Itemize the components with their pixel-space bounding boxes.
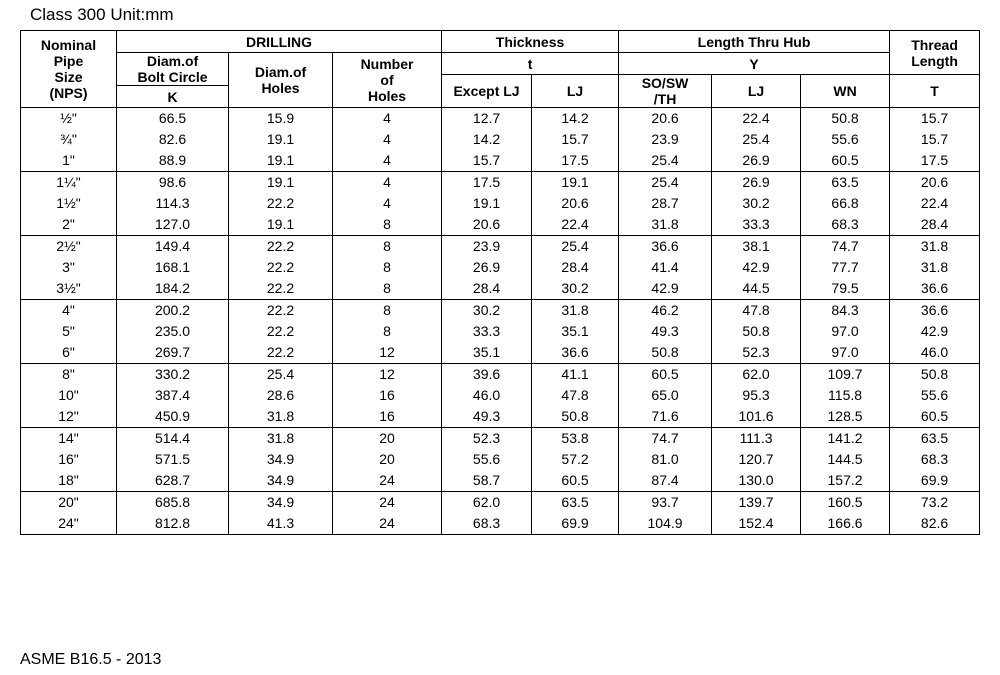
table-row bbox=[21, 470, 980, 492]
cell-thickness-except-lj: 17.5 bbox=[442, 172, 532, 194]
cell-number-holes: 4 bbox=[333, 108, 442, 130]
cell-hub-wn: 144.5 bbox=[801, 449, 890, 470]
cell-nps: 4" bbox=[21, 300, 117, 322]
cell-hub-wn: 84.3 bbox=[801, 300, 890, 322]
cell-thread-length-t: 73.2 bbox=[890, 492, 980, 514]
cell-bolt-circle-k: 149.4 bbox=[117, 236, 229, 258]
cell-thickness-lj: 36.6 bbox=[532, 342, 619, 364]
cell-nps: 20" bbox=[21, 492, 117, 514]
cell-hub-wn: 55.6 bbox=[801, 129, 890, 150]
cell-number-holes: 12 bbox=[333, 342, 442, 364]
cell-hub-so-sw-th: 25.4 bbox=[619, 150, 712, 172]
cell-diam-holes: 34.9 bbox=[229, 492, 333, 514]
cell-nps: 12" bbox=[21, 406, 117, 428]
table-row bbox=[21, 108, 980, 130]
table-header bbox=[21, 31, 980, 108]
cell-thread-length-t: 15.7 bbox=[890, 129, 980, 150]
cell-thickness-lj: 41.1 bbox=[532, 364, 619, 386]
cell-hub-so-sw-th: 74.7 bbox=[619, 428, 712, 450]
cell-hub-wn: 157.2 bbox=[801, 470, 890, 492]
table-body bbox=[21, 108, 980, 535]
cell-thread-length-t: 46.0 bbox=[890, 342, 980, 364]
cell-hub-lj: 62.0 bbox=[712, 364, 801, 386]
cell-hub-wn: 109.7 bbox=[801, 364, 890, 386]
cell-thread-length-t: 82.6 bbox=[890, 513, 980, 535]
table-row bbox=[21, 342, 980, 364]
cell-hub-so-sw-th: 93.7 bbox=[619, 492, 712, 514]
table-row bbox=[21, 449, 980, 470]
cell-thread-length-t: 60.5 bbox=[890, 406, 980, 428]
cell-hub-so-sw-th: 41.4 bbox=[619, 257, 712, 278]
cell-thickness-lj: 15.7 bbox=[532, 129, 619, 150]
cell-bolt-circle-k: 450.9 bbox=[117, 406, 229, 428]
cell-bolt-circle-k: 200.2 bbox=[117, 300, 229, 322]
header-thread-length: Thread Length bbox=[890, 31, 980, 75]
cell-nps: 2½" bbox=[21, 236, 117, 258]
cell-thickness-lj: 63.5 bbox=[532, 492, 619, 514]
cell-bolt-circle-k: 184.2 bbox=[117, 278, 229, 300]
header-except-lj: Except LJ bbox=[442, 75, 532, 108]
cell-thickness-except-lj: 30.2 bbox=[442, 300, 532, 322]
cell-thickness-except-lj: 62.0 bbox=[442, 492, 532, 514]
header-so-sw-th: SO/SW /TH bbox=[619, 75, 712, 108]
cell-hub-lj: 26.9 bbox=[712, 172, 801, 194]
cell-number-holes: 24 bbox=[333, 492, 442, 514]
cell-diam-holes: 41.3 bbox=[229, 513, 333, 535]
cell-number-holes: 4 bbox=[333, 172, 442, 194]
cell-hub-lj: 22.4 bbox=[712, 108, 801, 130]
cell-hub-so-sw-th: 60.5 bbox=[619, 364, 712, 386]
cell-hub-wn: 160.5 bbox=[801, 492, 890, 514]
cell-nps: ½" bbox=[21, 108, 117, 130]
cell-hub-so-sw-th: 81.0 bbox=[619, 449, 712, 470]
cell-thread-length-t: 28.4 bbox=[890, 214, 980, 236]
cell-thickness-except-lj: 23.9 bbox=[442, 236, 532, 258]
cell-diam-holes: 34.9 bbox=[229, 470, 333, 492]
cell-number-holes: 12 bbox=[333, 364, 442, 386]
cell-number-holes: 20 bbox=[333, 428, 442, 450]
cell-hub-wn: 77.7 bbox=[801, 257, 890, 278]
cell-hub-lj: 38.1 bbox=[712, 236, 801, 258]
cell-hub-so-sw-th: 25.4 bbox=[619, 172, 712, 194]
cell-thread-length-t: 20.6 bbox=[890, 172, 980, 194]
cell-thickness-lj: 53.8 bbox=[532, 428, 619, 450]
table-row bbox=[21, 321, 980, 342]
cell-diam-holes: 34.9 bbox=[229, 449, 333, 470]
cell-number-holes: 20 bbox=[333, 449, 442, 470]
cell-thickness-except-lj: 28.4 bbox=[442, 278, 532, 300]
cell-thickness-except-lj: 49.3 bbox=[442, 406, 532, 428]
cell-diam-holes: 19.1 bbox=[229, 172, 333, 194]
cell-hub-wn: 141.2 bbox=[801, 428, 890, 450]
header-hub-lj: LJ bbox=[712, 75, 801, 108]
cell-hub-so-sw-th: 23.9 bbox=[619, 129, 712, 150]
cell-bolt-circle-k: 98.6 bbox=[117, 172, 229, 194]
header-t-symbol: t bbox=[442, 53, 619, 75]
cell-nps: 5" bbox=[21, 321, 117, 342]
cell-diam-holes: 31.8 bbox=[229, 406, 333, 428]
cell-hub-so-sw-th: 65.0 bbox=[619, 385, 712, 406]
cell-hub-wn: 74.7 bbox=[801, 236, 890, 258]
cell-thickness-except-lj: 14.2 bbox=[442, 129, 532, 150]
cell-diam-holes: 22.2 bbox=[229, 236, 333, 258]
cell-diam-holes: 19.1 bbox=[229, 150, 333, 172]
table-row bbox=[21, 278, 980, 300]
cell-nps: 6" bbox=[21, 342, 117, 364]
cell-hub-lj: 25.4 bbox=[712, 129, 801, 150]
cell-hub-lj: 30.2 bbox=[712, 193, 801, 214]
cell-nps: 24" bbox=[21, 513, 117, 535]
header-length-thru-hub: Length Thru Hub bbox=[619, 31, 890, 53]
cell-thickness-lj: 47.8 bbox=[532, 385, 619, 406]
cell-number-holes: 8 bbox=[333, 278, 442, 300]
cell-bolt-circle-k: 66.5 bbox=[117, 108, 229, 130]
cell-thread-length-t: 15.7 bbox=[890, 108, 980, 130]
cell-hub-wn: 66.8 bbox=[801, 193, 890, 214]
cell-hub-so-sw-th: 36.6 bbox=[619, 236, 712, 258]
cell-thread-length-t: 22.4 bbox=[890, 193, 980, 214]
cell-hub-lj: 50.8 bbox=[712, 321, 801, 342]
cell-hub-lj: 47.8 bbox=[712, 300, 801, 322]
cell-thread-length-t: 63.5 bbox=[890, 428, 980, 450]
cell-nps: ¾" bbox=[21, 129, 117, 150]
cell-thickness-lj: 35.1 bbox=[532, 321, 619, 342]
table-row bbox=[21, 428, 980, 450]
cell-number-holes: 8 bbox=[333, 236, 442, 258]
cell-hub-lj: 33.3 bbox=[712, 214, 801, 236]
cell-thickness-lj: 57.2 bbox=[532, 449, 619, 470]
table-row bbox=[21, 364, 980, 386]
cell-number-holes: 4 bbox=[333, 129, 442, 150]
cell-nps: 16" bbox=[21, 449, 117, 470]
cell-thickness-lj: 14.2 bbox=[532, 108, 619, 130]
table-row bbox=[21, 492, 980, 514]
cell-thread-length-t: 36.6 bbox=[890, 300, 980, 322]
flange-dimensions-table bbox=[20, 30, 980, 535]
cell-number-holes: 8 bbox=[333, 321, 442, 342]
standard-reference: ASME B16.5 - 2013 bbox=[20, 651, 162, 668]
cell-number-holes: 16 bbox=[333, 406, 442, 428]
cell-hub-so-sw-th: 20.6 bbox=[619, 108, 712, 130]
cell-hub-wn: 79.5 bbox=[801, 278, 890, 300]
cell-thickness-lj: 25.4 bbox=[532, 236, 619, 258]
cell-thickness-except-lj: 68.3 bbox=[442, 513, 532, 535]
cell-nps: 1¼" bbox=[21, 172, 117, 194]
header-drilling: DRILLING bbox=[117, 31, 442, 53]
cell-thickness-except-lj: 35.1 bbox=[442, 342, 532, 364]
cell-nps: 18" bbox=[21, 470, 117, 492]
cell-hub-so-sw-th: 87.4 bbox=[619, 470, 712, 492]
cell-diam-holes: 22.2 bbox=[229, 342, 333, 364]
cell-bolt-circle-k: 114.3 bbox=[117, 193, 229, 214]
cell-bolt-circle-k: 269.7 bbox=[117, 342, 229, 364]
header-nominal-pipe-size: Nominal Pipe Size (NPS) bbox=[21, 31, 117, 108]
cell-thickness-lj: 31.8 bbox=[532, 300, 619, 322]
cell-thickness-lj: 69.9 bbox=[532, 513, 619, 535]
cell-thickness-except-lj: 55.6 bbox=[442, 449, 532, 470]
cell-nps: 2" bbox=[21, 214, 117, 236]
cell-hub-wn: 68.3 bbox=[801, 214, 890, 236]
cell-thread-length-t: 69.9 bbox=[890, 470, 980, 492]
cell-hub-wn: 128.5 bbox=[801, 406, 890, 428]
cell-hub-lj: 26.9 bbox=[712, 150, 801, 172]
cell-hub-so-sw-th: 71.6 bbox=[619, 406, 712, 428]
cell-thickness-except-lj: 15.7 bbox=[442, 150, 532, 172]
header-y-symbol: Y bbox=[619, 53, 890, 75]
header-thickness: Thickness bbox=[442, 31, 619, 53]
cell-hub-so-sw-th: 31.8 bbox=[619, 214, 712, 236]
cell-diam-holes: 22.2 bbox=[229, 300, 333, 322]
cell-nps: 1½" bbox=[21, 193, 117, 214]
cell-nps: 14" bbox=[21, 428, 117, 450]
cell-thread-length-t: 17.5 bbox=[890, 150, 980, 172]
cell-hub-so-sw-th: 49.3 bbox=[619, 321, 712, 342]
cell-thickness-lj: 20.6 bbox=[532, 193, 619, 214]
cell-diam-holes: 22.2 bbox=[229, 193, 333, 214]
cell-thickness-lj: 17.5 bbox=[532, 150, 619, 172]
table-row bbox=[21, 172, 980, 194]
cell-bolt-circle-k: 88.9 bbox=[117, 150, 229, 172]
cell-thickness-except-lj: 58.7 bbox=[442, 470, 532, 492]
cell-bolt-circle-k: 514.4 bbox=[117, 428, 229, 450]
cell-hub-lj: 152.4 bbox=[712, 513, 801, 535]
cell-number-holes: 24 bbox=[333, 513, 442, 535]
cell-diam-holes: 22.2 bbox=[229, 278, 333, 300]
cell-thread-length-t: 31.8 bbox=[890, 236, 980, 258]
cell-thickness-except-lj: 19.1 bbox=[442, 193, 532, 214]
cell-hub-so-sw-th: 46.2 bbox=[619, 300, 712, 322]
cell-hub-wn: 115.8 bbox=[801, 385, 890, 406]
cell-hub-wn: 97.0 bbox=[801, 321, 890, 342]
cell-hub-lj: 120.7 bbox=[712, 449, 801, 470]
cell-hub-wn: 60.5 bbox=[801, 150, 890, 172]
cell-bolt-circle-k: 812.8 bbox=[117, 513, 229, 535]
table-row bbox=[21, 406, 980, 428]
cell-nps: 10" bbox=[21, 385, 117, 406]
cell-hub-wn: 166.6 bbox=[801, 513, 890, 535]
cell-diam-holes: 28.6 bbox=[229, 385, 333, 406]
cell-thickness-except-lj: 46.0 bbox=[442, 385, 532, 406]
cell-hub-lj: 101.6 bbox=[712, 406, 801, 428]
table-row bbox=[21, 385, 980, 406]
header-diam-holes: Diam.of Holes bbox=[229, 53, 333, 108]
table-row bbox=[21, 129, 980, 150]
cell-hub-so-sw-th: 42.9 bbox=[619, 278, 712, 300]
cell-thickness-lj: 22.4 bbox=[532, 214, 619, 236]
cell-hub-lj: 44.5 bbox=[712, 278, 801, 300]
cell-number-holes: 8 bbox=[333, 300, 442, 322]
cell-thickness-lj: 50.8 bbox=[532, 406, 619, 428]
table-row bbox=[21, 214, 980, 236]
cell-hub-wn: 63.5 bbox=[801, 172, 890, 194]
table-row bbox=[21, 193, 980, 214]
cell-bolt-circle-k: 235.0 bbox=[117, 321, 229, 342]
cell-hub-so-sw-th: 50.8 bbox=[619, 342, 712, 364]
header-thread-t: T bbox=[890, 75, 980, 108]
cell-hub-lj: 52.3 bbox=[712, 342, 801, 364]
cell-nps: 1" bbox=[21, 150, 117, 172]
cell-bolt-circle-k: 82.6 bbox=[117, 129, 229, 150]
cell-nps: 3½" bbox=[21, 278, 117, 300]
cell-diam-holes: 22.2 bbox=[229, 257, 333, 278]
table-caption: Class 300 Unit:mm bbox=[30, 5, 174, 24]
cell-hub-lj: 42.9 bbox=[712, 257, 801, 278]
cell-hub-lj: 95.3 bbox=[712, 385, 801, 406]
cell-thickness-except-lj: 52.3 bbox=[442, 428, 532, 450]
cell-thickness-lj: 60.5 bbox=[532, 470, 619, 492]
cell-thickness-lj: 28.4 bbox=[532, 257, 619, 278]
cell-diam-holes: 19.1 bbox=[229, 129, 333, 150]
cell-thread-length-t: 42.9 bbox=[890, 321, 980, 342]
header-thickness-lj: LJ bbox=[532, 75, 619, 108]
cell-thread-length-t: 55.6 bbox=[890, 385, 980, 406]
table-row bbox=[21, 300, 980, 322]
cell-hub-wn: 97.0 bbox=[801, 342, 890, 364]
cell-thickness-lj: 30.2 bbox=[532, 278, 619, 300]
header-number-of-holes: Number of Holes bbox=[333, 53, 442, 108]
cell-hub-so-sw-th: 28.7 bbox=[619, 193, 712, 214]
cell-hub-wn: 50.8 bbox=[801, 108, 890, 130]
header-k-symbol: K bbox=[117, 86, 229, 108]
cell-nps: 8" bbox=[21, 364, 117, 386]
cell-bolt-circle-k: 387.4 bbox=[117, 385, 229, 406]
cell-thickness-except-lj: 39.6 bbox=[442, 364, 532, 386]
cell-number-holes: 8 bbox=[333, 214, 442, 236]
table-row bbox=[21, 236, 980, 258]
cell-hub-lj: 130.0 bbox=[712, 470, 801, 492]
cell-hub-lj: 111.3 bbox=[712, 428, 801, 450]
cell-thread-length-t: 68.3 bbox=[890, 449, 980, 470]
table-row bbox=[21, 513, 980, 535]
cell-thickness-except-lj: 33.3 bbox=[442, 321, 532, 342]
header-diam-bolt-circle: Diam.of Bolt Circle bbox=[117, 53, 229, 86]
cell-number-holes: 4 bbox=[333, 193, 442, 214]
cell-bolt-circle-k: 571.5 bbox=[117, 449, 229, 470]
cell-number-holes: 16 bbox=[333, 385, 442, 406]
cell-thread-length-t: 36.6 bbox=[890, 278, 980, 300]
cell-bolt-circle-k: 685.8 bbox=[117, 492, 229, 514]
cell-diam-holes: 25.4 bbox=[229, 364, 333, 386]
cell-bolt-circle-k: 127.0 bbox=[117, 214, 229, 236]
cell-number-holes: 4 bbox=[333, 150, 442, 172]
cell-hub-so-sw-th: 104.9 bbox=[619, 513, 712, 535]
cell-diam-holes: 22.2 bbox=[229, 321, 333, 342]
cell-diam-holes: 15.9 bbox=[229, 108, 333, 130]
table-row bbox=[21, 257, 980, 278]
cell-bolt-circle-k: 330.2 bbox=[117, 364, 229, 386]
cell-number-holes: 24 bbox=[333, 470, 442, 492]
cell-thickness-except-lj: 26.9 bbox=[442, 257, 532, 278]
cell-thickness-except-lj: 20.6 bbox=[442, 214, 532, 236]
cell-hub-lj: 139.7 bbox=[712, 492, 801, 514]
cell-number-holes: 8 bbox=[333, 257, 442, 278]
cell-nps: 3" bbox=[21, 257, 117, 278]
cell-thickness-lj: 19.1 bbox=[532, 172, 619, 194]
cell-thickness-except-lj: 12.7 bbox=[442, 108, 532, 130]
cell-thread-length-t: 31.8 bbox=[890, 257, 980, 278]
cell-diam-holes: 31.8 bbox=[229, 428, 333, 450]
cell-bolt-circle-k: 168.1 bbox=[117, 257, 229, 278]
cell-thread-length-t: 50.8 bbox=[890, 364, 980, 386]
table-row bbox=[21, 150, 980, 172]
header-wn: WN bbox=[801, 75, 890, 108]
cell-bolt-circle-k: 628.7 bbox=[117, 470, 229, 492]
cell-diam-holes: 19.1 bbox=[229, 214, 333, 236]
